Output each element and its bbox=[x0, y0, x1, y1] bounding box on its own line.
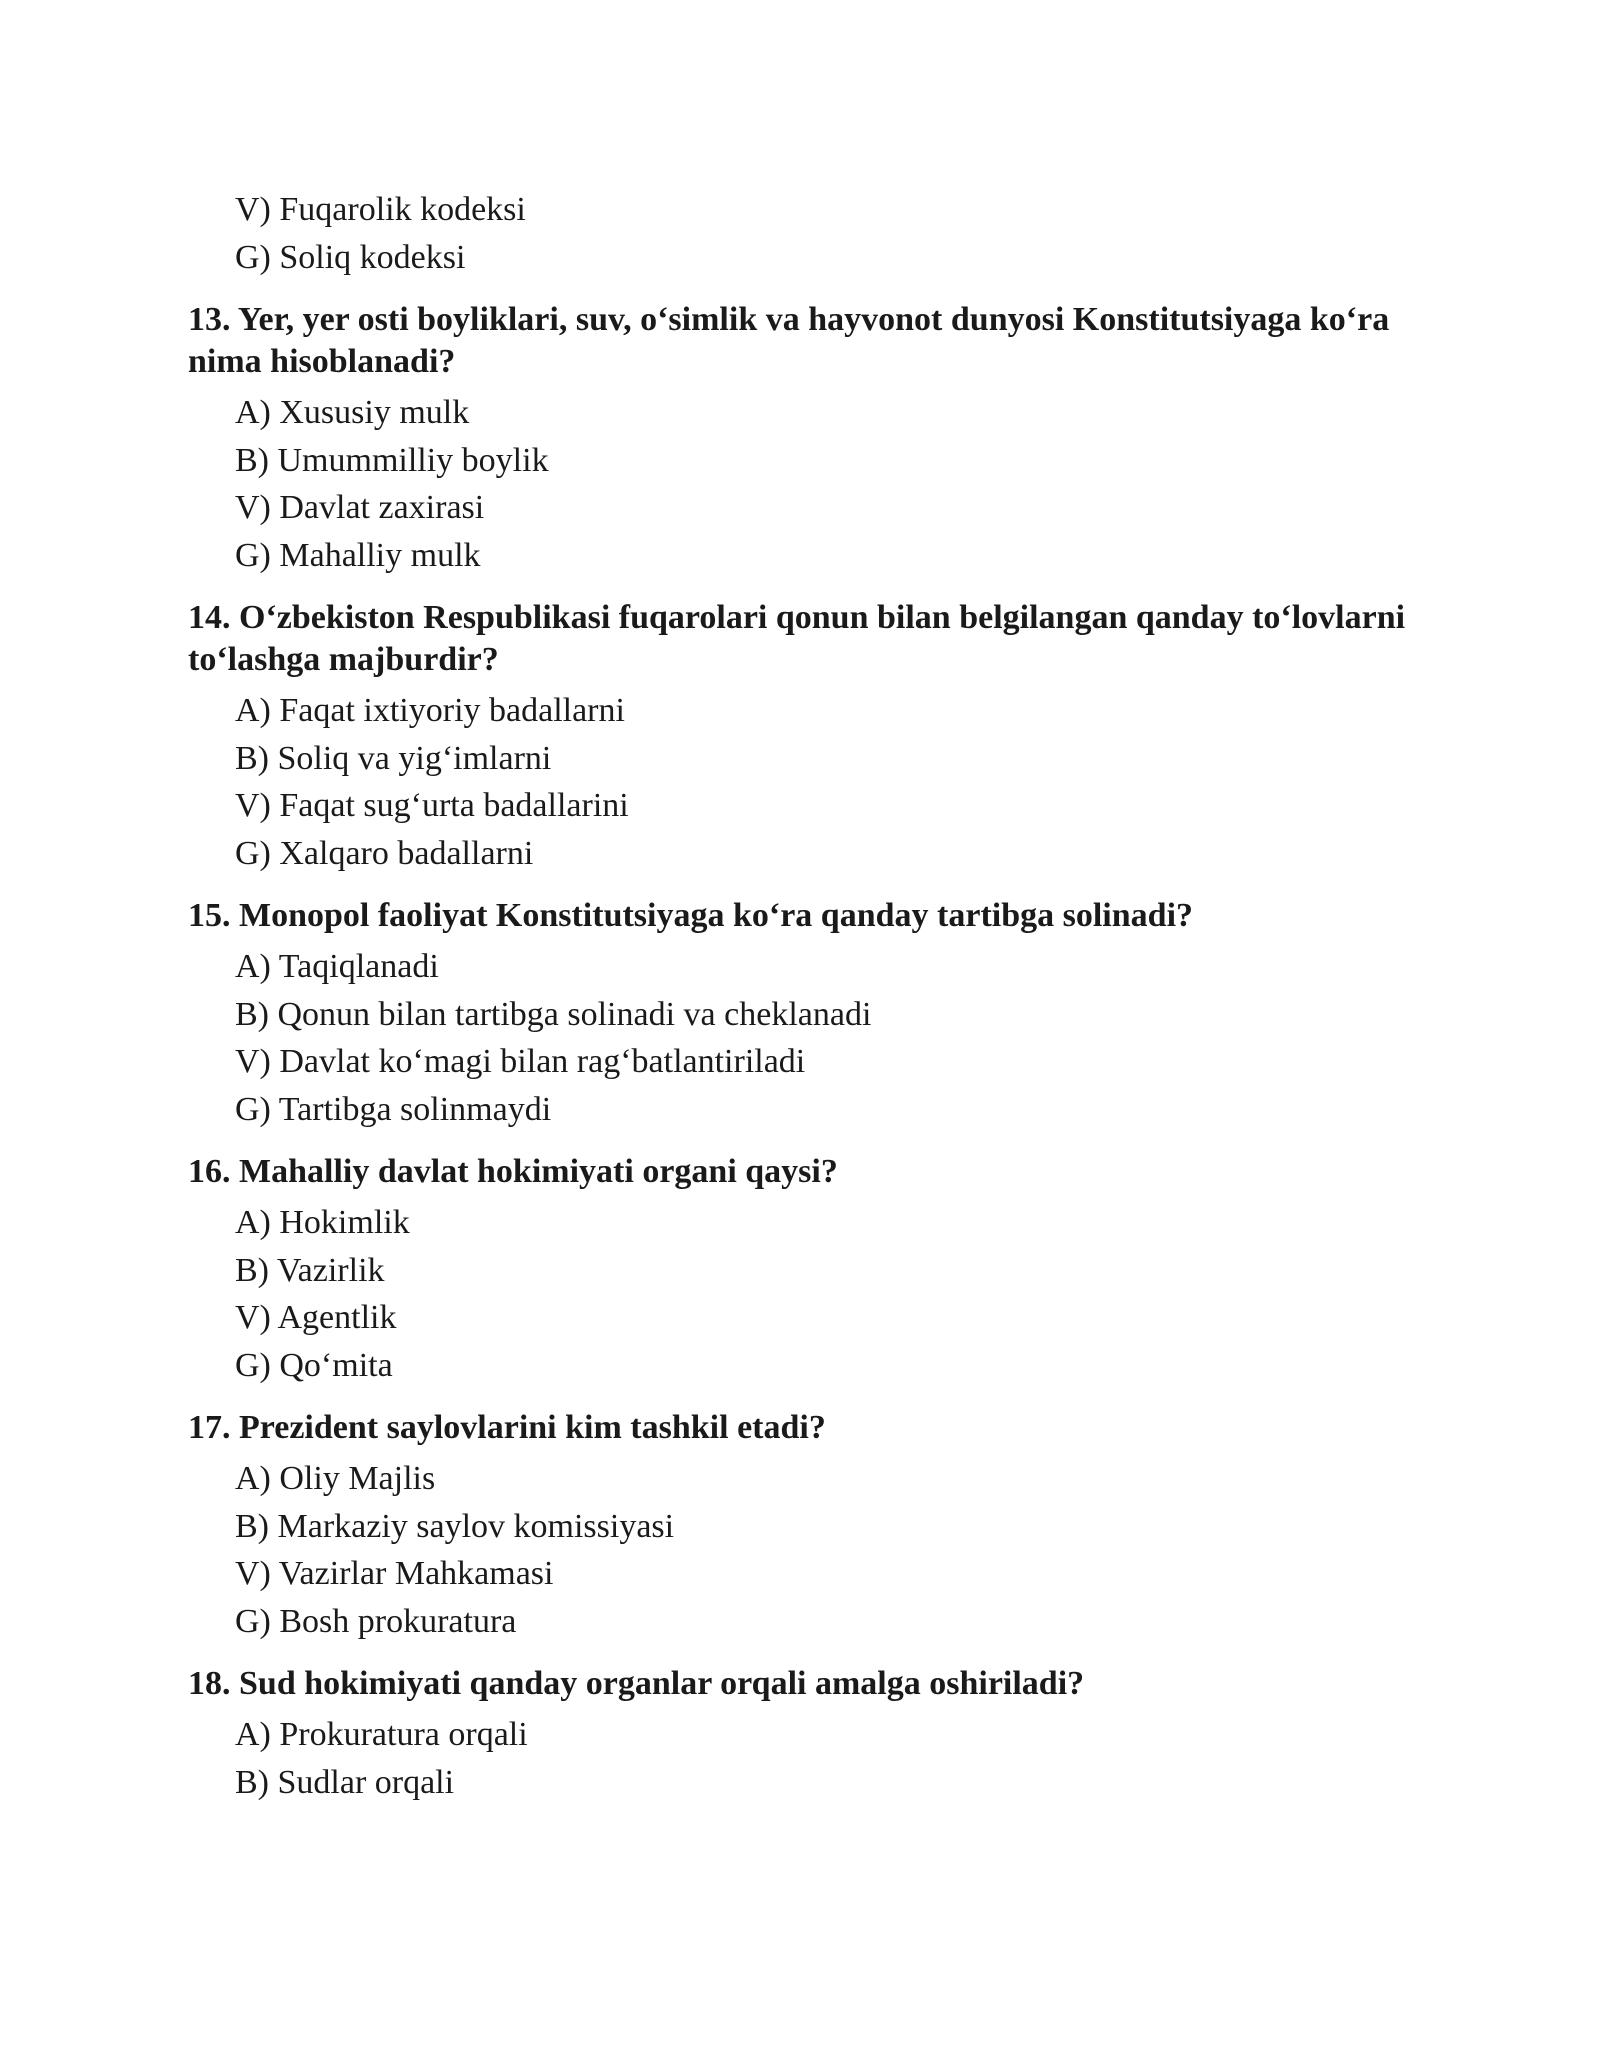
question-text: 16. Mahalliy davlat hokimiyati organi qaysi? bbox=[188, 1153, 838, 1190]
answer-option: G) Mahalliy mulk bbox=[235, 536, 481, 574]
answer-option: B) Vazirlik bbox=[235, 1251, 385, 1289]
question-block-15 bbox=[188, 895, 1438, 1133]
answer-option: A) Hokimlik bbox=[235, 1204, 410, 1241]
answer-option: G) Bosh prokuratura bbox=[235, 1602, 517, 1640]
answer-option: B) Soliq va yig‘imlarni bbox=[235, 739, 552, 777]
answer-option: V) Faqat sug‘urta badallarini bbox=[235, 787, 629, 824]
question-block-18 bbox=[188, 1663, 1438, 1806]
answer-option: G) Soliq kodeksi bbox=[235, 238, 466, 276]
quiz-content bbox=[188, 186, 1438, 1806]
answer-option: V) Agentlik bbox=[235, 1299, 397, 1336]
answer-option: A) Xususiy mulk bbox=[235, 394, 470, 431]
answer-option: B) Umummilliy boylik bbox=[235, 441, 549, 479]
question-block-17 bbox=[188, 1407, 1438, 1645]
question-text: 15. Monopol faoliyat Konstitutsiyaga ko‘ra qanday tartibga solinadi? bbox=[188, 897, 1194, 934]
answer-option: G) Qo‘mita bbox=[235, 1346, 393, 1384]
question-text: 14. O‘zbekiston Respublikasi fuqarolari qonun bilan belgilangan qanday to‘lovlarni to‘lashga majburdir? bbox=[188, 599, 1406, 678]
question-text: 17. Prezident saylovlarini kim tashkil etadi? bbox=[188, 1409, 826, 1446]
question-text: 18. Sud hokimiyati qanday organlar orqali amalga oshiriladi? bbox=[188, 1665, 1085, 1702]
answer-option: A) Oliy Majlis bbox=[235, 1460, 436, 1497]
answer-option: V) Davlat ko‘magi bilan rag‘batlantiriladi bbox=[235, 1043, 806, 1080]
answer-option: A) Prokuratura orqali bbox=[235, 1716, 528, 1753]
answer-option: A) Faqat ixtiyoriy badallarni bbox=[235, 692, 625, 729]
answer-option: B) Sudlar orqali bbox=[235, 1763, 455, 1801]
question-block-16 bbox=[188, 1151, 1438, 1389]
answer-option: G) Tartibga solinmaydi bbox=[235, 1090, 552, 1128]
answer-option: V) Davlat zaxirasi bbox=[235, 489, 485, 526]
question-block-13 bbox=[188, 299, 1438, 579]
answer-option: A) Taqiqlanadi bbox=[235, 948, 439, 985]
answer-option: B) Qonun bilan tartibga solinadi va cheklanadi bbox=[235, 995, 872, 1033]
answer-option: B) Markaziy saylov komissiyasi bbox=[235, 1507, 675, 1545]
question-text: 13. Yer, yer osti boyliklari, suv, o‘simlik va hayvonot dunyosi Konstitutsiyaga ko‘ra nima hisoblanadi? bbox=[188, 301, 1390, 380]
answer-option: G) Xalqaro badallarni bbox=[235, 834, 534, 872]
answer-option: V) Vazirlar Mahkamasi bbox=[235, 1555, 554, 1592]
question-block-14 bbox=[188, 597, 1438, 877]
answer-option: V) Fuqarolik kodeksi bbox=[235, 191, 526, 228]
